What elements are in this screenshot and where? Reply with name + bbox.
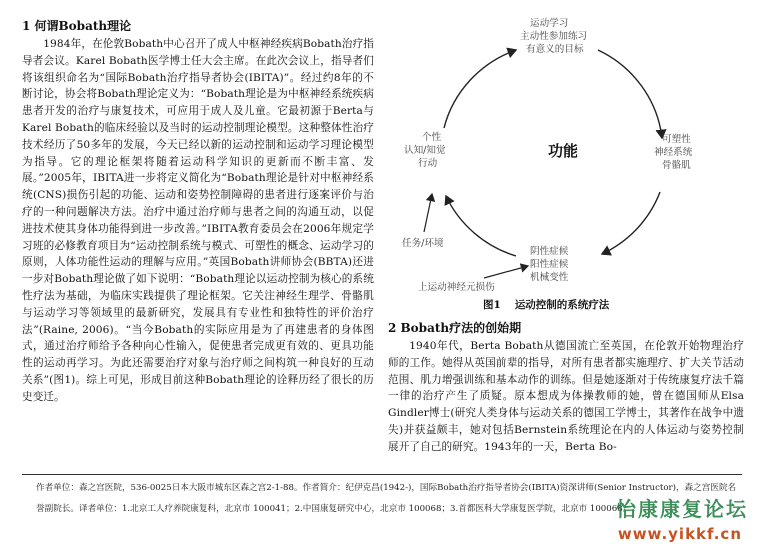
- footnote: 作者单位：森之宫医院，536-0025日本大阪市城东区森之宫2-1-88。作者简介：纪伊克昌(1942-)，国际Bobath治疗指导者协会(IBITA)资深讲师(Senior Instructor)，森之宫医院名誉副院长。译者单位：1.北京工人疗养院康复科，北京市 100041；2.中国康复研究中心，北京市 100068；3.首都医科大学康复医学院，北京市 100068。: [36, 483, 737, 514]
- right-label-2: 骨骼肌: [662, 160, 691, 171]
- arrow-task-environment: [424, 194, 432, 232]
- upper-motor-label: 上运动神经元损伤: [418, 282, 495, 293]
- top-label-2: 有意义的目标: [526, 44, 584, 55]
- arrow-right-bottom: [602, 192, 660, 254]
- section2: [388, 320, 744, 456]
- arrow-top-right: [598, 50, 662, 138]
- left-label-0: 个性: [422, 132, 442, 143]
- section2-paragraph: 1940年代，Berta Bobath从德国流亡至英国，在伦敦开始物理治疗师的工作。她得从英国前辈的指导，对所有患者都实施理疗、扩大关节活动范围、肌力增强训练和基本动作的训练。但是她逐渐对于传统康复疗法千篇一律的治疗产生了质疑。原本想成为体操教师的她，曾在德国师从Elsa Gindler博士(研究人类身体与运动关系的德国工学博士，其著作在战争中遗失)并获益颇丰，她对包括Bernstein系统理论在内的人体运动与姿势控制展开了自己的研究。1943年的一天，Berta Bo-: [388, 340, 744, 453]
- arrow-upper-motor: [484, 266, 528, 278]
- left-column: [22, 18, 374, 406]
- figure-caption: [483, 297, 609, 312]
- right-column: [388, 10, 744, 456]
- arrow-bottom-left: [446, 196, 516, 256]
- watermark-text: 怡康康复论坛: [616, 497, 748, 521]
- footnote-divider: [22, 474, 742, 475]
- bottom-label-1: 阳性症候: [530, 259, 569, 270]
- watermark-url: www.yikkf.cn: [617, 525, 742, 543]
- section1-paragraph: 1984年，在伦敦Bobath中心召开了成人中枢神经疾病Bobath治疗指导者会议。Karel Bobath医学博士任大会主席。在此次会议上，指导者们将该组织命名为“国际Bobath治疗指导者协会(IBITA)”。经过约8年的不断讨论，协会将Bobath理论定义为：“Bobath理论是为中枢神经系统疾病患者开发的治疗与康复技术，可应用于成人及儿童。它最初源于Berta与Karel Bobath的临床经验以及当时的运动控制理论模型。这种整体性治疗技术经历了50多年的发展，今天已经以新的运动控制和运动学习理论模型为指导。它的理论框架将随着运动科学知识的更新而不断丰富、发展。”2005年，IBITA进一步将定义简化为“Bobath理论是针对中枢神经系统(CNS)损伤引起的功能、运动和姿势控制障碍的患者进行逐案评价与治疗的一种问题解决方法。治疗中通过治疗师与患者之间的沟通互动，以促进技术使其身体功能得到进一步改善。”IBITA教育委员会在2006年规定学习班的必修教育项目为“运动控制系统与模式、可塑性的概念、运动学习的原则，人体功能性运动的理解与应用。”英国Bobath讲师协会(BBTA)还进一步对Bobath理论做了如下说明：“Bobath理论以运动控制为核心的系统性疗法为基础，为临床实践提供了理论框架。它关注神经生理学、骨骼肌与运动学习等领域里的最新研究，发展具有专业性和独特性的评价治疗法”(Raine, 2006)。“当今Bobath的实际应用是为了再建患者的身体图式，通过治疗师给予各种向心性输入，促使患者完成更有效的、更具功能性的运动再学习。为此还需要治疗对象与治疗师之间构筑一种良好的互动关系”(图1)。综上可见，形成目前这种Bobath理论的诠释历经了很长的历史变迁。: [22, 38, 374, 403]
- figure-motor-control-diagram: [388, 10, 744, 316]
- task-label: 任务/环境: [402, 238, 444, 249]
- arrow-left-top: [444, 50, 516, 128]
- cycle-diagram: [388, 10, 744, 295]
- left-label-1: 认知/知觉: [404, 145, 446, 156]
- left-label-2: 行动: [418, 158, 438, 169]
- caption-number: 图1: [483, 299, 501, 311]
- bottom-label-0: 阴性症候: [530, 246, 569, 257]
- section1-heading: 1 何谓Bobath理论: [22, 19, 132, 33]
- bottom-label-2: 机械变性: [530, 272, 569, 283]
- top-label-0: 运动学习: [530, 18, 569, 29]
- caption-text: 运动控制的系统疗法: [514, 299, 610, 311]
- section2-heading: 2 Bobath疗法的创始期: [388, 321, 522, 335]
- right-label-0: 可塑性: [662, 134, 691, 145]
- center-label: 功能: [548, 142, 579, 160]
- top-label-1: 主动性参加练习: [520, 31, 588, 42]
- right-label-1: 神经系统: [654, 147, 693, 158]
